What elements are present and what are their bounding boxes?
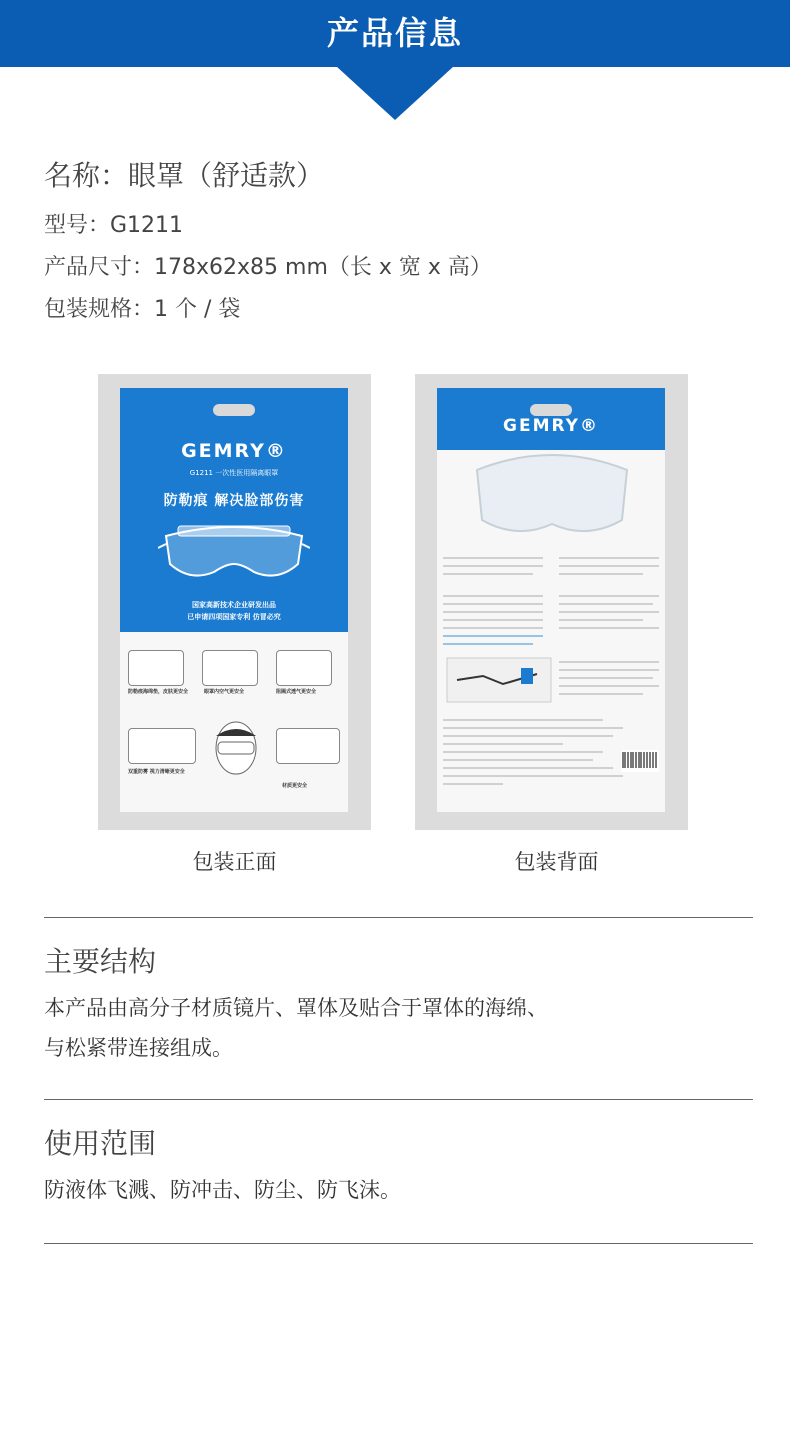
feature-label-2: 眼罩内空气更安全 — [204, 689, 245, 695]
feature-label-5: 材质更安全 — [282, 783, 308, 789]
face-illustration — [208, 718, 264, 780]
section-body-usage — [44, 1170, 744, 1210]
package-subtitle: G1211 一次性医用隔离眼罩 — [189, 469, 279, 477]
feature-label-3: 阻隔式透气更安全 — [276, 689, 317, 695]
header-arrow-decoration — [336, 66, 454, 120]
brand-logo: GEMRY® — [181, 440, 287, 462]
feature-image-1 — [128, 650, 184, 686]
goggles-illustration — [158, 518, 310, 588]
brand-logo: GEMRY® — [503, 416, 599, 436]
hang-hole — [213, 404, 255, 416]
package-line-2: 已申请四项国家专利 仿冒必究 — [187, 613, 281, 621]
package-front-blue-panel — [120, 388, 348, 632]
instructions-text-block — [443, 554, 659, 804]
divider — [44, 917, 753, 918]
section-title-usage: 使用范围 — [44, 1127, 157, 1160]
divider — [44, 1243, 753, 1244]
divider — [44, 1099, 753, 1100]
feature-image-3 — [276, 650, 332, 686]
package-slogan: 防勒痕 解决脸部伤害 — [163, 493, 305, 509]
back-caption: 包装背面 — [514, 850, 599, 874]
feature-image-4 — [128, 728, 196, 764]
package-line-1: 国家高新技术企业研发出品 — [192, 601, 276, 609]
product-model: 型号：G1211 — [44, 213, 184, 238]
structure-line-2: 与松紧带连接组成。 — [44, 1036, 233, 1060]
feature-image-2 — [202, 650, 258, 686]
package-back-image — [415, 374, 688, 830]
clear-goggles-illustration — [467, 440, 637, 540]
package-front-card — [120, 388, 348, 812]
feature-label-1: 防勒痕海绵垫，皮肤更安全 — [128, 689, 189, 695]
product-name: 名称：眼罩（舒适款） — [44, 159, 325, 192]
hang-hole — [530, 404, 572, 416]
barcode-icon — [621, 750, 659, 772]
product-size: 产品尺寸：178x62x85 mm（长 x 宽 x 高） — [44, 255, 492, 280]
feature-label-4: 双重防雾 视力清晰更安全 — [128, 769, 185, 775]
feature-image-5 — [276, 728, 340, 764]
product-packing: 包装规格：1 个 / 袋 — [44, 297, 241, 322]
section-title-structure: 主要结构 — [44, 945, 157, 978]
usage-line-1: 防液体飞溅、防冲击、防尘、防飞沫。 — [44, 1178, 401, 1202]
structure-line-1: 本产品由高分子材质镜片、罩体及贴合于罩体的海绵、 — [44, 996, 548, 1020]
front-caption: 包装正面 — [192, 850, 277, 874]
package-back-card — [437, 388, 665, 812]
page-title: 产品信息 — [326, 14, 463, 52]
section-body-structure — [44, 988, 744, 1068]
package-front-image — [98, 374, 371, 830]
